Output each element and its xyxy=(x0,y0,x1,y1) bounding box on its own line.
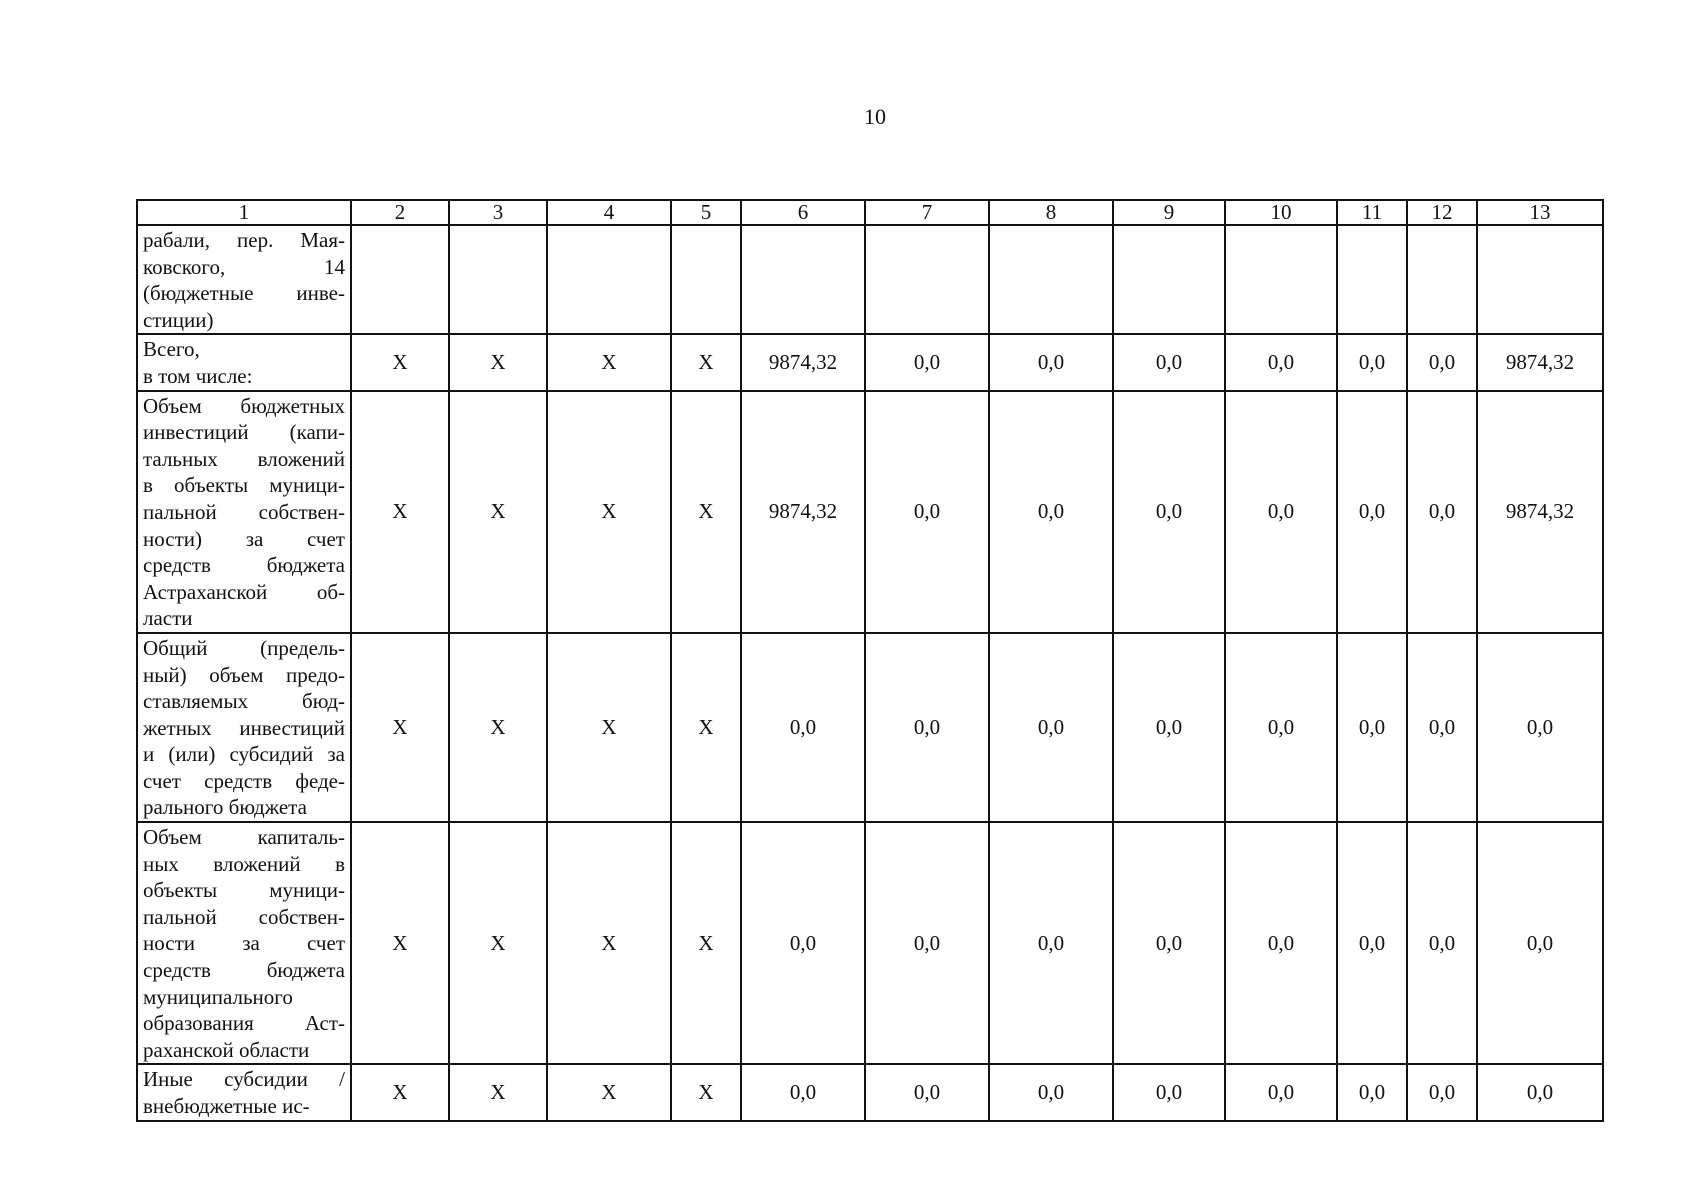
value-cell: 0,0 xyxy=(1225,334,1337,390)
row-label-line: счет средств феде- xyxy=(143,768,345,793)
value-cell: 0,0 xyxy=(1407,822,1477,1064)
row-label-line: Иные субсидии / xyxy=(143,1067,345,1092)
row-label-line: Объем капиталь- xyxy=(143,825,345,850)
row-label-line: ласти xyxy=(143,606,193,631)
value-cell: 0,0 xyxy=(1477,1064,1603,1120)
row-label xyxy=(137,1064,351,1120)
row-label-line: средств бюджета xyxy=(143,553,345,578)
row-label-line: Всего, xyxy=(143,337,200,362)
value-cell: 0,0 xyxy=(1225,633,1337,822)
column-header: 5 xyxy=(671,200,741,225)
column-header: 12 xyxy=(1407,200,1477,225)
row-label-line: стиции) xyxy=(143,307,214,332)
value-cell: 9874,32 xyxy=(1477,334,1603,390)
row-label xyxy=(137,633,351,822)
value-cell: X xyxy=(351,822,449,1064)
row-label-line: инвестиций (капи- xyxy=(143,420,345,445)
row-label-line: муниципального xyxy=(143,984,293,1009)
row-label-line: Общий (предель- xyxy=(143,635,345,660)
value-cell: X xyxy=(547,1064,671,1120)
column-header: 10 xyxy=(1225,200,1337,225)
value-cell: 0,0 xyxy=(1225,391,1337,633)
column-header: 6 xyxy=(741,200,865,225)
value-cell xyxy=(1113,225,1225,334)
value-cell: X xyxy=(449,1064,547,1120)
row-label-line: в объекты муници- xyxy=(143,473,345,498)
column-header: 11 xyxy=(1337,200,1407,225)
value-cell: 0,0 xyxy=(1113,1064,1225,1120)
row-label-line: объекты муници- xyxy=(143,878,345,903)
value-cell: 0,0 xyxy=(1407,334,1477,390)
value-cell: 0,0 xyxy=(989,334,1113,390)
value-cell: 0,0 xyxy=(865,391,989,633)
row-label-line: ности) за счет xyxy=(143,526,345,551)
value-cell: 0,0 xyxy=(1407,1064,1477,1120)
row-label-line: (бюджетные инве- xyxy=(143,281,345,306)
value-cell xyxy=(671,225,741,334)
row-label-line: тальных вложений xyxy=(143,446,345,471)
value-cell: X xyxy=(547,391,671,633)
row-label-line: Объем бюджетных xyxy=(143,393,345,418)
value-cell: X xyxy=(547,633,671,822)
value-cell: 0,0 xyxy=(865,633,989,822)
value-cell: 0,0 xyxy=(1225,1064,1337,1120)
value-cell: X xyxy=(351,334,449,390)
value-cell: 0,0 xyxy=(989,391,1113,633)
table-body xyxy=(137,200,1603,1121)
row-label xyxy=(137,334,351,390)
value-cell xyxy=(1407,225,1477,334)
value-cell: 0,0 xyxy=(865,1064,989,1120)
row-label-line: в том числе: xyxy=(143,363,253,388)
value-cell: 0,0 xyxy=(1337,391,1407,633)
row-label-line: ных вложений в xyxy=(143,851,345,876)
value-cell: 0,0 xyxy=(741,822,865,1064)
table-row xyxy=(137,334,1603,390)
column-header: 2 xyxy=(351,200,449,225)
value-cell: X xyxy=(671,334,741,390)
value-cell: X xyxy=(449,633,547,822)
value-cell: 0,0 xyxy=(1225,822,1337,1064)
value-cell: 0,0 xyxy=(1337,822,1407,1064)
value-cell xyxy=(547,225,671,334)
value-cell: X xyxy=(351,633,449,822)
table-row xyxy=(137,822,1603,1064)
value-cell xyxy=(741,225,865,334)
value-cell: 0,0 xyxy=(741,633,865,822)
value-cell: 0,0 xyxy=(1113,334,1225,390)
value-cell: 0,0 xyxy=(865,822,989,1064)
value-cell xyxy=(1225,225,1337,334)
row-label xyxy=(137,822,351,1064)
value-cell xyxy=(449,225,547,334)
value-cell: X xyxy=(351,391,449,633)
value-cell xyxy=(1337,225,1407,334)
value-cell: 0,0 xyxy=(1113,391,1225,633)
value-cell xyxy=(989,225,1113,334)
table-row xyxy=(137,1064,1603,1120)
column-header: 13 xyxy=(1477,200,1603,225)
row-label-line: рального бюджета xyxy=(143,795,307,820)
value-cell: X xyxy=(671,822,741,1064)
value-cell: 0,0 xyxy=(741,1064,865,1120)
value-cell: 0,0 xyxy=(1113,633,1225,822)
column-header: 7 xyxy=(865,200,989,225)
column-header: 8 xyxy=(989,200,1113,225)
value-cell: 0,0 xyxy=(989,633,1113,822)
value-cell: X xyxy=(547,334,671,390)
value-cell: X xyxy=(671,1064,741,1120)
row-label-line: внебюджетные ис- xyxy=(143,1094,310,1118)
row-label xyxy=(137,391,351,633)
value-cell: 0,0 xyxy=(1407,391,1477,633)
value-cell: X xyxy=(351,1064,449,1120)
row-label-line: ности за счет xyxy=(143,931,345,956)
budget-table xyxy=(136,199,1604,1122)
value-cell: X xyxy=(449,391,547,633)
value-cell: X xyxy=(449,334,547,390)
value-cell: 0,0 xyxy=(1113,822,1225,1064)
value-cell: 0,0 xyxy=(1477,822,1603,1064)
table-row xyxy=(137,225,1603,334)
row-label-line: жетных инвестиций xyxy=(143,715,345,740)
column-header: 9 xyxy=(1113,200,1225,225)
row-label-line: Астраханской об- xyxy=(143,579,345,604)
page-number: 10 xyxy=(864,104,886,129)
column-header: 4 xyxy=(547,200,671,225)
row-label xyxy=(137,225,351,334)
value-cell: X xyxy=(449,822,547,1064)
value-cell: 0,0 xyxy=(989,1064,1113,1120)
value-cell xyxy=(351,225,449,334)
row-label-line: ковского, 14 xyxy=(143,254,345,279)
value-cell: 0,0 xyxy=(1407,633,1477,822)
row-label-line: и (или) субсидий за xyxy=(143,742,345,767)
value-cell xyxy=(865,225,989,334)
row-label-line: образования Аст- xyxy=(143,1011,345,1036)
row-label-line: пальной собствен- xyxy=(143,904,345,929)
row-label-line: ный) объем предо- xyxy=(143,662,345,687)
column-header: 1 xyxy=(137,200,351,225)
value-cell: X xyxy=(671,391,741,633)
value-cell: 0,0 xyxy=(1477,633,1603,822)
value-cell: 0,0 xyxy=(989,822,1113,1064)
value-cell: 9874,32 xyxy=(741,391,865,633)
row-label-line: ставляемых бюд- xyxy=(143,689,345,714)
value-cell: 0,0 xyxy=(1337,633,1407,822)
column-header: 3 xyxy=(449,200,547,225)
value-cell: 0,0 xyxy=(1337,1064,1407,1120)
value-cell: 9874,32 xyxy=(741,334,865,390)
row-label-line: раханской области xyxy=(143,1037,310,1062)
value-cell: 0,0 xyxy=(1337,334,1407,390)
table-row xyxy=(137,391,1603,633)
column-number-row xyxy=(137,200,1603,225)
value-cell: X xyxy=(547,822,671,1064)
value-cell: 0,0 xyxy=(865,334,989,390)
value-cell: 9874,32 xyxy=(1477,391,1603,633)
row-label-line: рабали, пер. Мая- xyxy=(143,228,345,252)
row-label-line: пальной собствен- xyxy=(143,499,345,524)
row-label-line: средств бюджета xyxy=(143,958,345,983)
value-cell: X xyxy=(671,633,741,822)
value-cell xyxy=(1477,225,1603,334)
table-row xyxy=(137,633,1603,822)
